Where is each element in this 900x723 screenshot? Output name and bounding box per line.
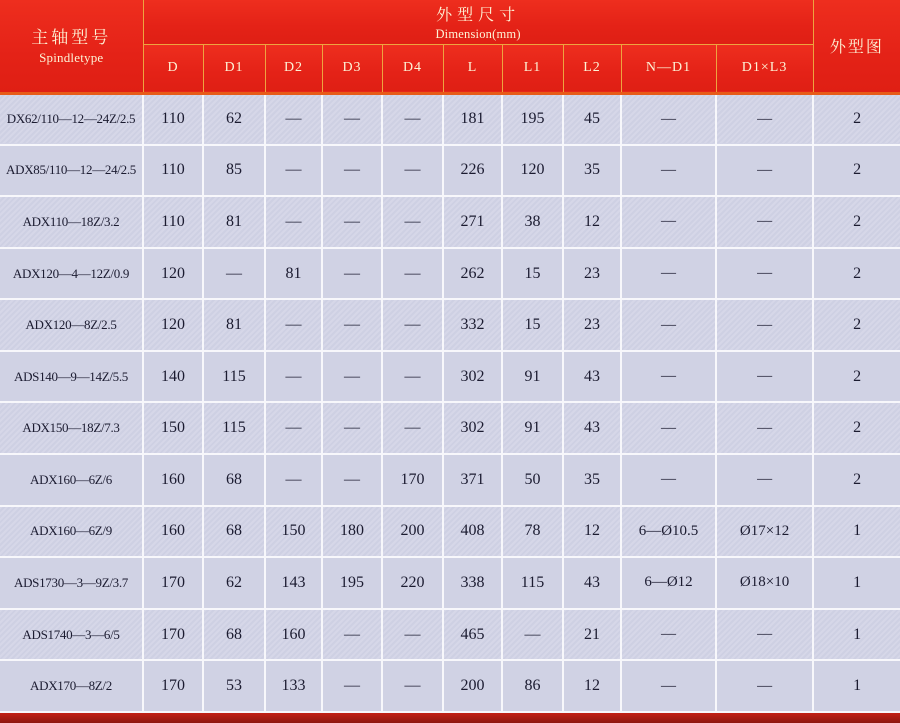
table-row bbox=[0, 248, 900, 300]
cell-l2: 23 bbox=[563, 248, 621, 300]
cell-d1xl3: — bbox=[716, 145, 813, 197]
cell-model: ADX110—18Z/3.2 bbox=[0, 196, 143, 248]
cell-d4: — bbox=[382, 248, 443, 300]
cell-l1: 86 bbox=[502, 660, 563, 712]
table-row bbox=[0, 196, 900, 248]
cell-d3: — bbox=[322, 402, 382, 454]
cell-d3: — bbox=[322, 299, 382, 351]
outline-figure-header: 外型图 bbox=[813, 0, 900, 93]
cell-l2: 43 bbox=[563, 351, 621, 403]
cell-d4: 200 bbox=[382, 506, 443, 558]
cell-d2: — bbox=[265, 402, 322, 454]
cell-d: 140 bbox=[143, 351, 203, 403]
spindle-type-label-en: Spindletype bbox=[39, 50, 104, 66]
cell-d4: — bbox=[382, 660, 443, 712]
cell-d4: 170 bbox=[382, 454, 443, 506]
spindle-type-header bbox=[0, 0, 143, 93]
cell-d: 110 bbox=[143, 93, 203, 145]
cell-l: 271 bbox=[443, 196, 502, 248]
cell-d1: 62 bbox=[203, 557, 265, 609]
cell-outline-figure: 2 bbox=[813, 145, 900, 197]
cell-n-d1: — bbox=[621, 660, 716, 712]
cell-model: ADX150—18Z/7.3 bbox=[0, 402, 143, 454]
table-header bbox=[0, 0, 900, 93]
cell-d2: 150 bbox=[265, 506, 322, 558]
cell-model: ADX160—6Z/9 bbox=[0, 506, 143, 558]
cell-l: 302 bbox=[443, 402, 502, 454]
cell-d1xl3: — bbox=[716, 248, 813, 300]
cell-d2: — bbox=[265, 145, 322, 197]
cell-d: 170 bbox=[143, 557, 203, 609]
cell-outline-figure: 2 bbox=[813, 454, 900, 506]
bottom-red-bar bbox=[0, 713, 900, 723]
cell-model: ADX170—8Z/2 bbox=[0, 660, 143, 712]
col-header-l2: L2 bbox=[563, 44, 621, 93]
cell-n-d1: — bbox=[621, 351, 716, 403]
dimension-label-zh: 外型尺寸 bbox=[436, 6, 521, 24]
table-row bbox=[0, 351, 900, 403]
cell-d: 110 bbox=[143, 145, 203, 197]
table-row bbox=[0, 660, 900, 712]
table-row bbox=[0, 506, 900, 558]
cell-l2: 21 bbox=[563, 609, 621, 661]
cell-d1: 68 bbox=[203, 506, 265, 558]
cell-l2: 43 bbox=[563, 402, 621, 454]
cell-l: 332 bbox=[443, 299, 502, 351]
cell-l: 302 bbox=[443, 351, 502, 403]
table-row bbox=[0, 402, 900, 454]
cell-l2: 23 bbox=[563, 299, 621, 351]
cell-l1: 78 bbox=[502, 506, 563, 558]
cell-l1: — bbox=[502, 609, 563, 661]
cell-n-d1: 6—Ø10.5 bbox=[621, 506, 716, 558]
cell-d: 120 bbox=[143, 299, 203, 351]
cell-d4: — bbox=[382, 299, 443, 351]
cell-d1: 53 bbox=[203, 660, 265, 712]
cell-d: 120 bbox=[143, 248, 203, 300]
table-row bbox=[0, 145, 900, 197]
cell-d2: — bbox=[265, 196, 322, 248]
cell-l: 465 bbox=[443, 609, 502, 661]
cell-d1: 81 bbox=[203, 196, 265, 248]
cell-l: 200 bbox=[443, 660, 502, 712]
col-header-l1: L1 bbox=[502, 44, 563, 93]
cell-n-d1: — bbox=[621, 454, 716, 506]
cell-d4: — bbox=[382, 609, 443, 661]
cell-d4: — bbox=[382, 93, 443, 145]
cell-d4: — bbox=[382, 145, 443, 197]
cell-d1: 68 bbox=[203, 454, 265, 506]
dimension-label-en: Dimension(mm) bbox=[435, 26, 521, 41]
col-header-d1: D1 bbox=[203, 44, 265, 93]
cell-l: 408 bbox=[443, 506, 502, 558]
cell-d1: 81 bbox=[203, 299, 265, 351]
cell-d1xl3: — bbox=[716, 196, 813, 248]
cell-outline-figure: 2 bbox=[813, 93, 900, 145]
cell-d3: — bbox=[322, 196, 382, 248]
col-header-d3: D3 bbox=[322, 44, 382, 93]
dimension-header bbox=[143, 0, 813, 44]
cell-outline-figure: 1 bbox=[813, 557, 900, 609]
cell-outline-figure: 2 bbox=[813, 248, 900, 300]
cell-model: DX62/110—12—24Z/2.5 bbox=[0, 93, 143, 145]
table-row bbox=[0, 557, 900, 609]
cell-d: 110 bbox=[143, 196, 203, 248]
cell-outline-figure: 2 bbox=[813, 351, 900, 403]
cell-model: ADS1740—3—6/5 bbox=[0, 609, 143, 661]
cell-n-d1: — bbox=[621, 299, 716, 351]
cell-d3: — bbox=[322, 351, 382, 403]
cell-l: 371 bbox=[443, 454, 502, 506]
cell-l1: 120 bbox=[502, 145, 563, 197]
col-header-d: D bbox=[143, 44, 203, 93]
cell-d4: — bbox=[382, 351, 443, 403]
col-header-d4: D4 bbox=[382, 44, 443, 93]
cell-d1: 85 bbox=[203, 145, 265, 197]
cell-l1: 38 bbox=[502, 196, 563, 248]
col-header-d1xl3: D1×L3 bbox=[716, 44, 813, 93]
cell-d1xl3: — bbox=[716, 299, 813, 351]
cell-d: 160 bbox=[143, 506, 203, 558]
cell-n-d1: — bbox=[621, 196, 716, 248]
cell-l1: 91 bbox=[502, 351, 563, 403]
cell-d1: 115 bbox=[203, 402, 265, 454]
table-row bbox=[0, 93, 900, 145]
cell-d1xl3: Ø17×12 bbox=[716, 506, 813, 558]
cell-d: 150 bbox=[143, 402, 203, 454]
cell-l1: 115 bbox=[502, 557, 563, 609]
cell-d1xl3: — bbox=[716, 351, 813, 403]
cell-d3: 195 bbox=[322, 557, 382, 609]
cell-d1xl3: Ø18×10 bbox=[716, 557, 813, 609]
cell-d4: — bbox=[382, 402, 443, 454]
cell-model: ADS1730—3—9Z/3.7 bbox=[0, 557, 143, 609]
cell-d3: — bbox=[322, 93, 382, 145]
cell-d3: — bbox=[322, 660, 382, 712]
cell-d3: — bbox=[322, 609, 382, 661]
cell-model: ADX120—8Z/2.5 bbox=[0, 299, 143, 351]
cell-outline-figure: 1 bbox=[813, 506, 900, 558]
cell-n-d1: — bbox=[621, 402, 716, 454]
spindle-type-label-zh: 主轴型号 bbox=[31, 27, 112, 47]
cell-d1xl3: — bbox=[716, 93, 813, 145]
cell-outline-figure: 1 bbox=[813, 609, 900, 661]
cell-d1: 62 bbox=[203, 93, 265, 145]
cell-l2: 12 bbox=[563, 660, 621, 712]
cell-d2: 143 bbox=[265, 557, 322, 609]
cell-l2: 43 bbox=[563, 557, 621, 609]
cell-d2: — bbox=[265, 351, 322, 403]
cell-d2: — bbox=[265, 454, 322, 506]
cell-l2: 12 bbox=[563, 506, 621, 558]
table-row bbox=[0, 454, 900, 506]
cell-d2: 81 bbox=[265, 248, 322, 300]
cell-l1: 50 bbox=[502, 454, 563, 506]
cell-n-d1: 6—Ø12 bbox=[621, 557, 716, 609]
cell-d2: 133 bbox=[265, 660, 322, 712]
cell-d1xl3: — bbox=[716, 454, 813, 506]
col-header-d2: D2 bbox=[265, 44, 322, 93]
cell-d1xl3: — bbox=[716, 402, 813, 454]
cell-d1: 115 bbox=[203, 351, 265, 403]
cell-d1xl3: — bbox=[716, 609, 813, 661]
cell-d3: — bbox=[322, 145, 382, 197]
cell-l1: 91 bbox=[502, 402, 563, 454]
table-row bbox=[0, 299, 900, 351]
cell-outline-figure: 1 bbox=[813, 660, 900, 712]
cell-d1: — bbox=[203, 248, 265, 300]
cell-outline-figure: 2 bbox=[813, 299, 900, 351]
cell-d: 160 bbox=[143, 454, 203, 506]
cell-model: ADX160—6Z/6 bbox=[0, 454, 143, 506]
cell-l2: 35 bbox=[563, 454, 621, 506]
cell-l2: 12 bbox=[563, 196, 621, 248]
cell-d3: — bbox=[322, 454, 382, 506]
cell-d4: — bbox=[382, 196, 443, 248]
cell-l1: 15 bbox=[502, 248, 563, 300]
cell-d2: 160 bbox=[265, 609, 322, 661]
header-top-row bbox=[0, 0, 900, 44]
cell-l2: 45 bbox=[563, 93, 621, 145]
cell-d4: 220 bbox=[382, 557, 443, 609]
cell-d3: 180 bbox=[322, 506, 382, 558]
table-body bbox=[0, 93, 900, 712]
cell-d2: — bbox=[265, 93, 322, 145]
col-header-l: L bbox=[443, 44, 502, 93]
cell-outline-figure: 2 bbox=[813, 402, 900, 454]
cell-d: 170 bbox=[143, 609, 203, 661]
col-header-n-d1: N—D1 bbox=[621, 44, 716, 93]
cell-d2: — bbox=[265, 299, 322, 351]
cell-l1: 15 bbox=[502, 299, 563, 351]
cell-d1: 68 bbox=[203, 609, 265, 661]
cell-d: 170 bbox=[143, 660, 203, 712]
cell-outline-figure: 2 bbox=[813, 196, 900, 248]
cell-n-d1: — bbox=[621, 145, 716, 197]
cell-l: 338 bbox=[443, 557, 502, 609]
cell-d1xl3: — bbox=[716, 660, 813, 712]
cell-l2: 35 bbox=[563, 145, 621, 197]
cell-l: 262 bbox=[443, 248, 502, 300]
cell-n-d1: — bbox=[621, 248, 716, 300]
cell-model: ADX120—4—12Z/0.9 bbox=[0, 248, 143, 300]
cell-n-d1: — bbox=[621, 93, 716, 145]
cell-d3: — bbox=[322, 248, 382, 300]
cell-model: ADX85/110—12—24/2.5 bbox=[0, 145, 143, 197]
cell-model: ADS140—9—14Z/5.5 bbox=[0, 351, 143, 403]
cell-l1: 195 bbox=[502, 93, 563, 145]
cell-n-d1: — bbox=[621, 609, 716, 661]
cell-l: 181 bbox=[443, 93, 502, 145]
cell-l: 226 bbox=[443, 145, 502, 197]
table-row bbox=[0, 609, 900, 661]
